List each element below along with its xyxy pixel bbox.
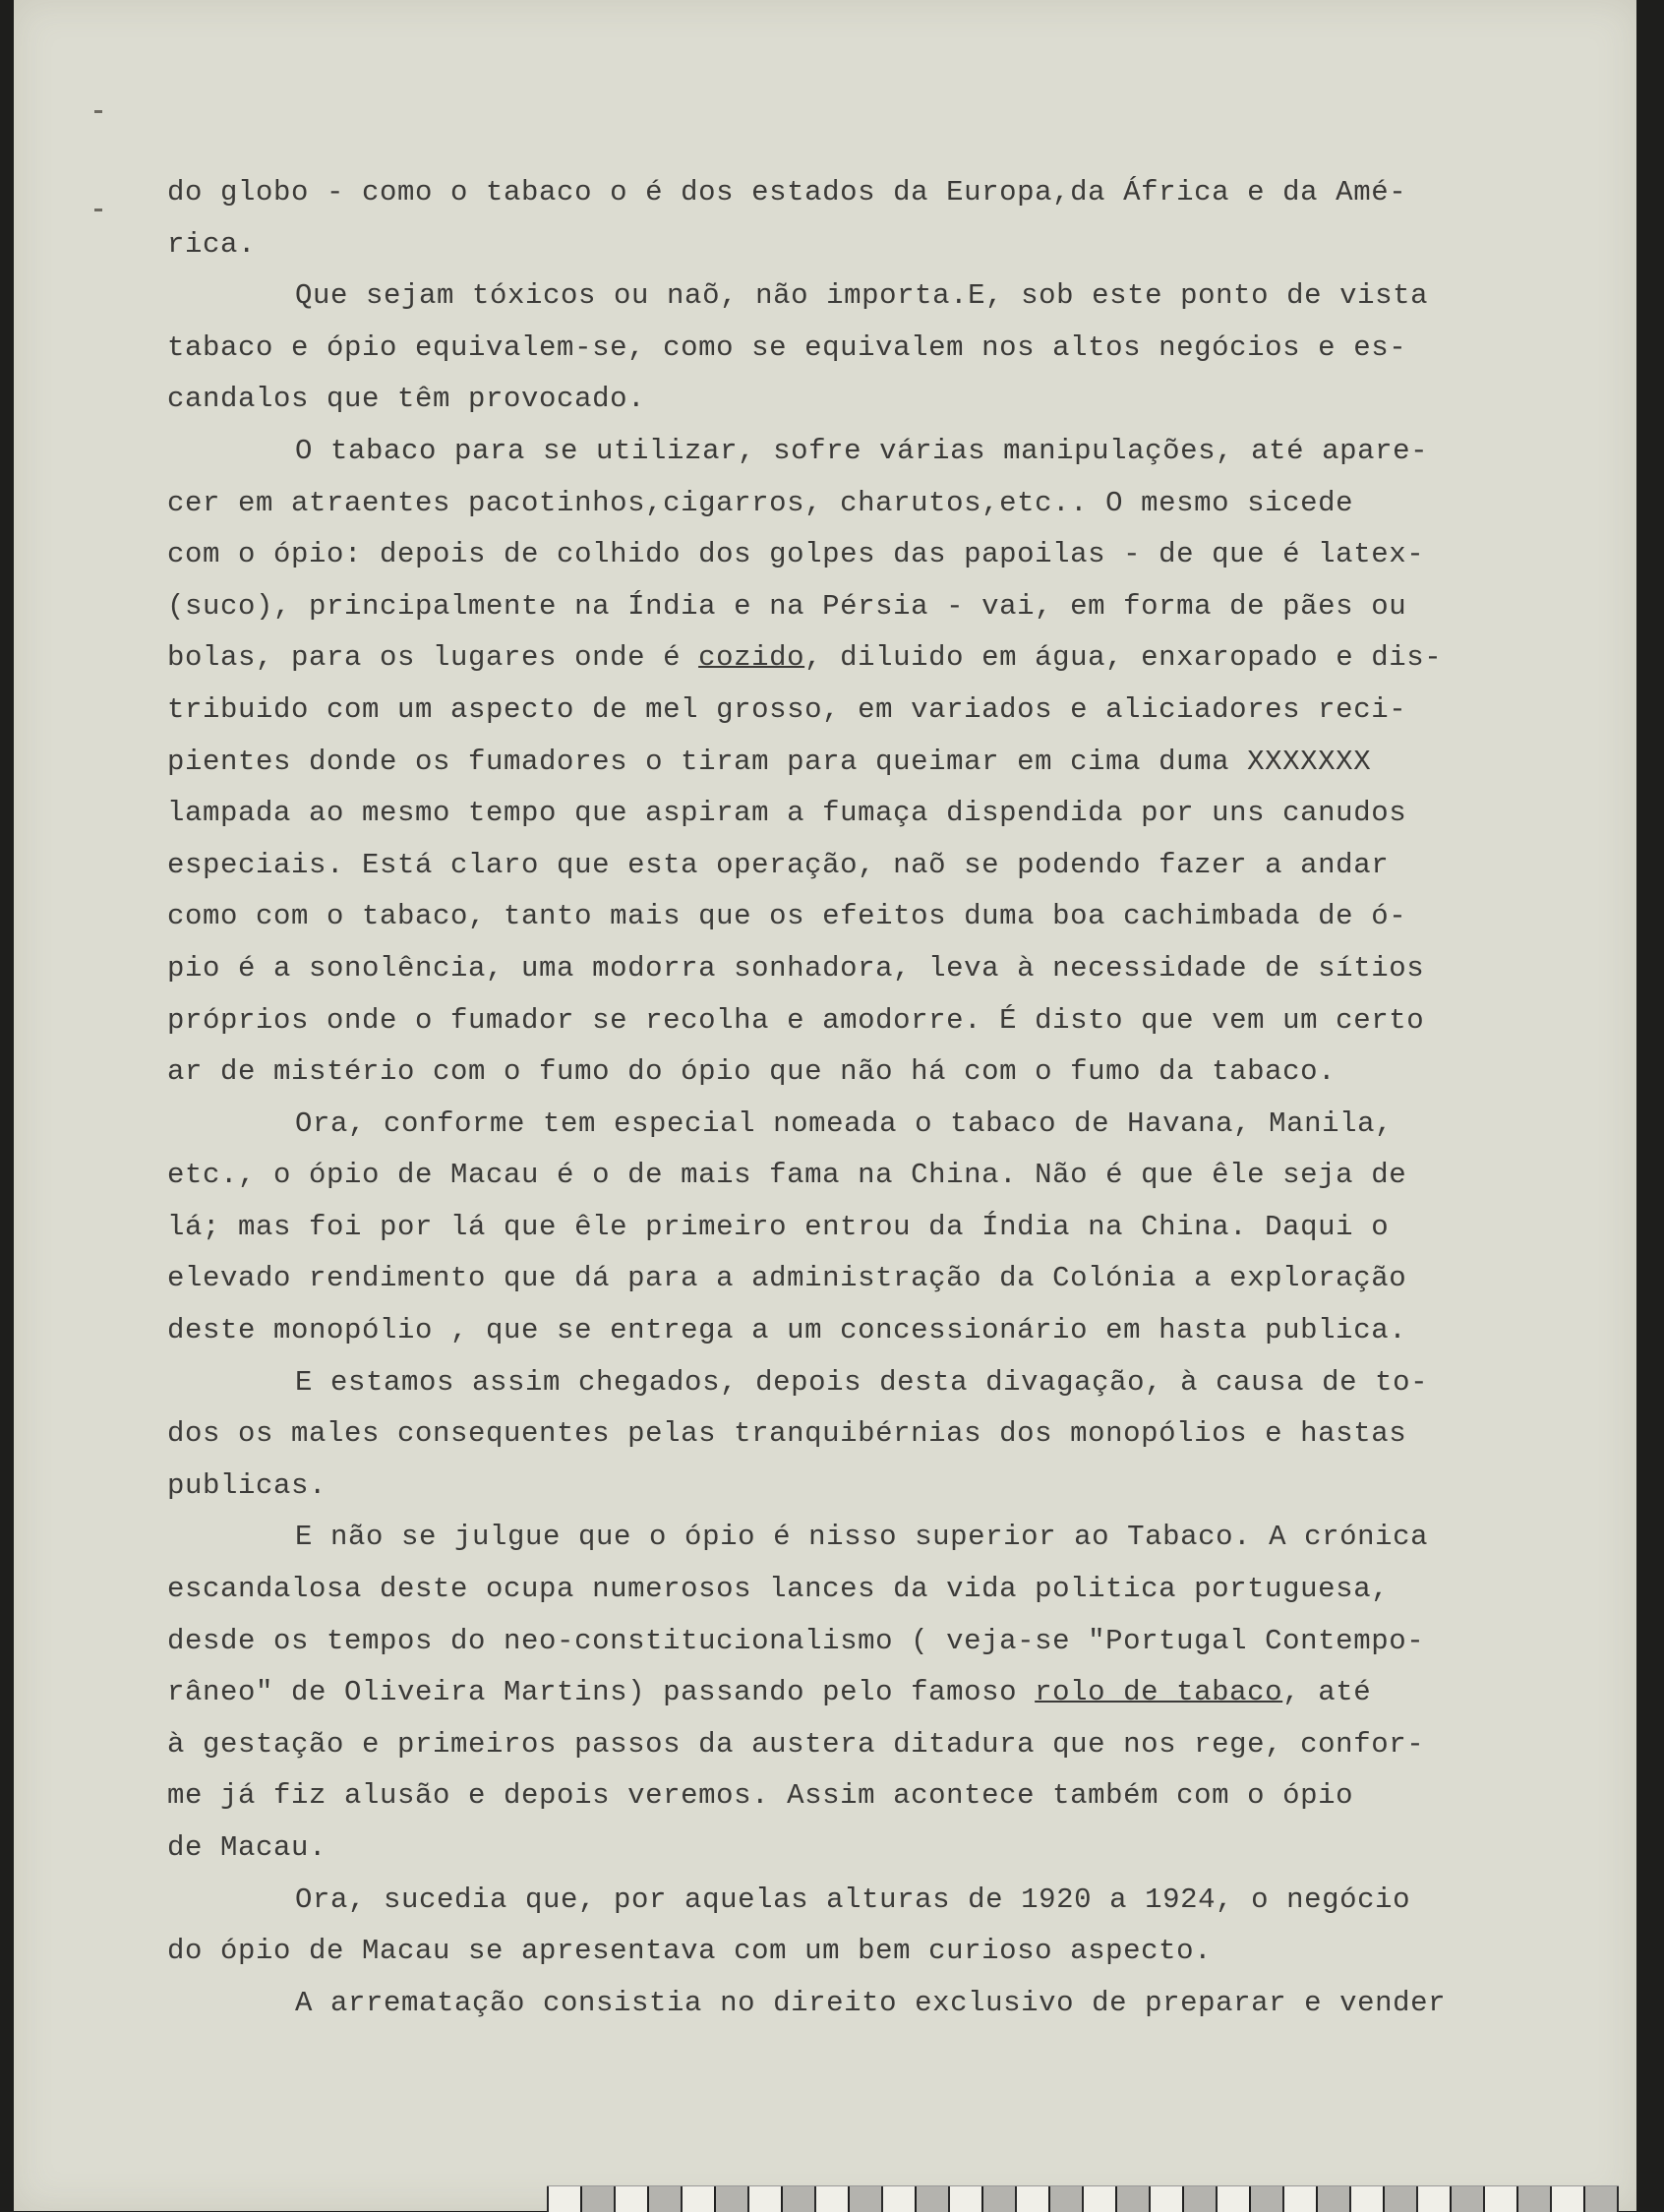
text-line-content: especiais. Está claro que esta operação, naõ se podendo fazer a andar: [167, 848, 1390, 881]
text-line-content: ar de mistério com o fumo do ópio que não há com o fumo da tabaco.: [167, 1055, 1337, 1089]
text-line-content: bolas, para os lugares onde é: [167, 641, 699, 675]
text-line: [167, 1667, 1554, 1719]
text-line: [167, 1823, 1554, 1875]
underlined-phrase: cozido: [698, 641, 805, 675]
text-line-content: do ópio de Macau se apresentava com um bem curioso aspecto.: [167, 1935, 1213, 1968]
text-line-content: etc., o ópio de Macau é o de mais fama na China. Não é que êle seja de: [167, 1159, 1407, 1192]
text-line-content: A arrematação consistia no direito exclusivo de preparar e vender: [295, 1986, 1447, 2019]
text-line: [167, 1202, 1554, 1254]
text-line: [167, 1305, 1554, 1357]
text-line: [167, 1046, 1554, 1099]
page-text-body: [167, 167, 1554, 2029]
text-line-content: com o ópio: depois de colhido dos golpes das papoilas - de que é latex-: [167, 538, 1425, 571]
text-line-content: E não se julgue que o ópio é nisso superior ao Tabaco. A crónica: [295, 1521, 1429, 1554]
margin-mark: [94, 209, 102, 211]
text-line: [167, 323, 1554, 375]
text-line-content: à gestação e primeiros passos da austera ditadura que nos rege, confor-: [167, 1727, 1425, 1761]
text-line-content: cer em atraentes pacotinhos,cigarros, charutos,etc.. O mesmo sicede: [167, 486, 1354, 519]
text-line-content: Ora, sucedia que, por aquelas alturas de 1920 a 1924, o negócio: [295, 1883, 1411, 1916]
text-line-content: (suco), principalmente na Índia e na Pérsia - vai, em forma de pães ou: [167, 589, 1407, 623]
text-line: [167, 840, 1554, 892]
text-line: [167, 1616, 1554, 1668]
text-line-content: do globo - como o tabaco o é dos estados da Europa,da África e da Amé-: [167, 176, 1407, 209]
text-line: [167, 1719, 1554, 1771]
text-line-content: pientes donde os fumadores o tiram para queimar em cima duma XXXXXXX: [167, 745, 1372, 778]
text-line: [167, 1461, 1554, 1513]
text-line-content: E estamos assim chegados, depois desta divagação, à causa de to-: [295, 1365, 1429, 1399]
text-line-content: pio é a sonolência, uma modorra sonhadora, leva à necessidade de sítios: [167, 951, 1425, 985]
text-line: [167, 685, 1554, 737]
text-line-content: de Macau.: [167, 1831, 327, 1864]
text-line: [167, 374, 1554, 426]
typewritten-page: [14, 0, 1636, 2211]
text-line-content: tabaco e ópio equivalem-se, como se equivalem nos altos negócios e es-: [167, 330, 1407, 364]
text-line: [167, 581, 1554, 633]
text-line-content: lampada ao mesmo tempo que aspiram a fumaça dispendida por uns canudos: [167, 797, 1407, 830]
text-line: [167, 1408, 1554, 1461]
text-line: [167, 943, 1554, 995]
text-line-content: elevado rendimento que dá para a administração da Colónia a exploração: [167, 1262, 1407, 1295]
text-line: [167, 1099, 1554, 1151]
text-line-continuation: , até: [1282, 1676, 1372, 1709]
text-line: [167, 426, 1554, 478]
text-line: [167, 1770, 1554, 1823]
text-line-continuation: , diluido em água, enxaropado e dis-: [804, 641, 1443, 675]
ruler-segments: [547, 2186, 1619, 2212]
text-line-content: deste monopólio , que se entrega a um concessionário em hasta publica.: [167, 1314, 1407, 1347]
text-line-content: Que sejam tóxicos ou naõ, não importa.E, sob este ponto de vista: [295, 279, 1429, 313]
text-line: [167, 737, 1554, 789]
text-line-content: candalos que têm provocado.: [167, 383, 646, 416]
text-line: [167, 632, 1554, 685]
text-line: [167, 167, 1554, 219]
text-line: [167, 1253, 1554, 1305]
text-line: [167, 788, 1554, 840]
text-line: [167, 1357, 1554, 1409]
text-line-content: publicas.: [167, 1468, 327, 1502]
text-line: [167, 1150, 1554, 1202]
text-line: [167, 529, 1554, 581]
text-line-content: O tabaco para se utilizar, sofre várias manipulações, até apare-: [295, 434, 1429, 467]
text-line-content: desde os tempos do neo-constitucionalismo ( veja-se "Portugal Contempo-: [167, 1624, 1425, 1657]
text-line: [167, 478, 1554, 530]
measurement-scale-ruler: [547, 2185, 1619, 2212]
text-line-content: escandalosa deste ocupa numerosos lances da vida politica portuguesa,: [167, 1573, 1390, 1606]
text-line: [167, 891, 1554, 943]
text-line: [167, 1875, 1554, 1927]
text-line: [167, 1978, 1554, 2030]
text-line: [167, 995, 1554, 1047]
text-line-content: tribuido com um aspecto de mel grosso, em variados e aliciadores reci-: [167, 692, 1407, 726]
margin-mark: [94, 110, 102, 113]
underlined-phrase: rolo de tabaco: [1035, 1676, 1283, 1709]
text-line: [167, 1512, 1554, 1564]
text-line: [167, 270, 1554, 323]
text-line-content: lá; mas foi por lá que êle primeiro entrou da Índia na China. Daqui o: [167, 1210, 1390, 1243]
text-line-content: próprios onde o fumador se recolha e amodorre. É disto que vem um certo: [167, 1003, 1425, 1037]
text-line-content: rica.: [167, 227, 257, 261]
text-line: [167, 1564, 1554, 1616]
text-line-content: me já fiz alusão e depois veremos. Assim acontece também com o ópio: [167, 1779, 1354, 1813]
text-line-content: como com o tabaco, tanto mais que os efeitos duma boa cachimbada de ó-: [167, 900, 1407, 933]
text-line-content: râneo" de Oliveira Martins) passando pelo famoso: [167, 1676, 1036, 1709]
text-line-content: Ora, conforme tem especial nomeada o tabaco de Havana, Manila,: [295, 1106, 1394, 1140]
text-line: [167, 219, 1554, 271]
text-line-content: dos os males consequentes pelas tranquibérnias dos monopólios e hastas: [167, 1417, 1407, 1451]
text-line: [167, 1926, 1554, 1978]
